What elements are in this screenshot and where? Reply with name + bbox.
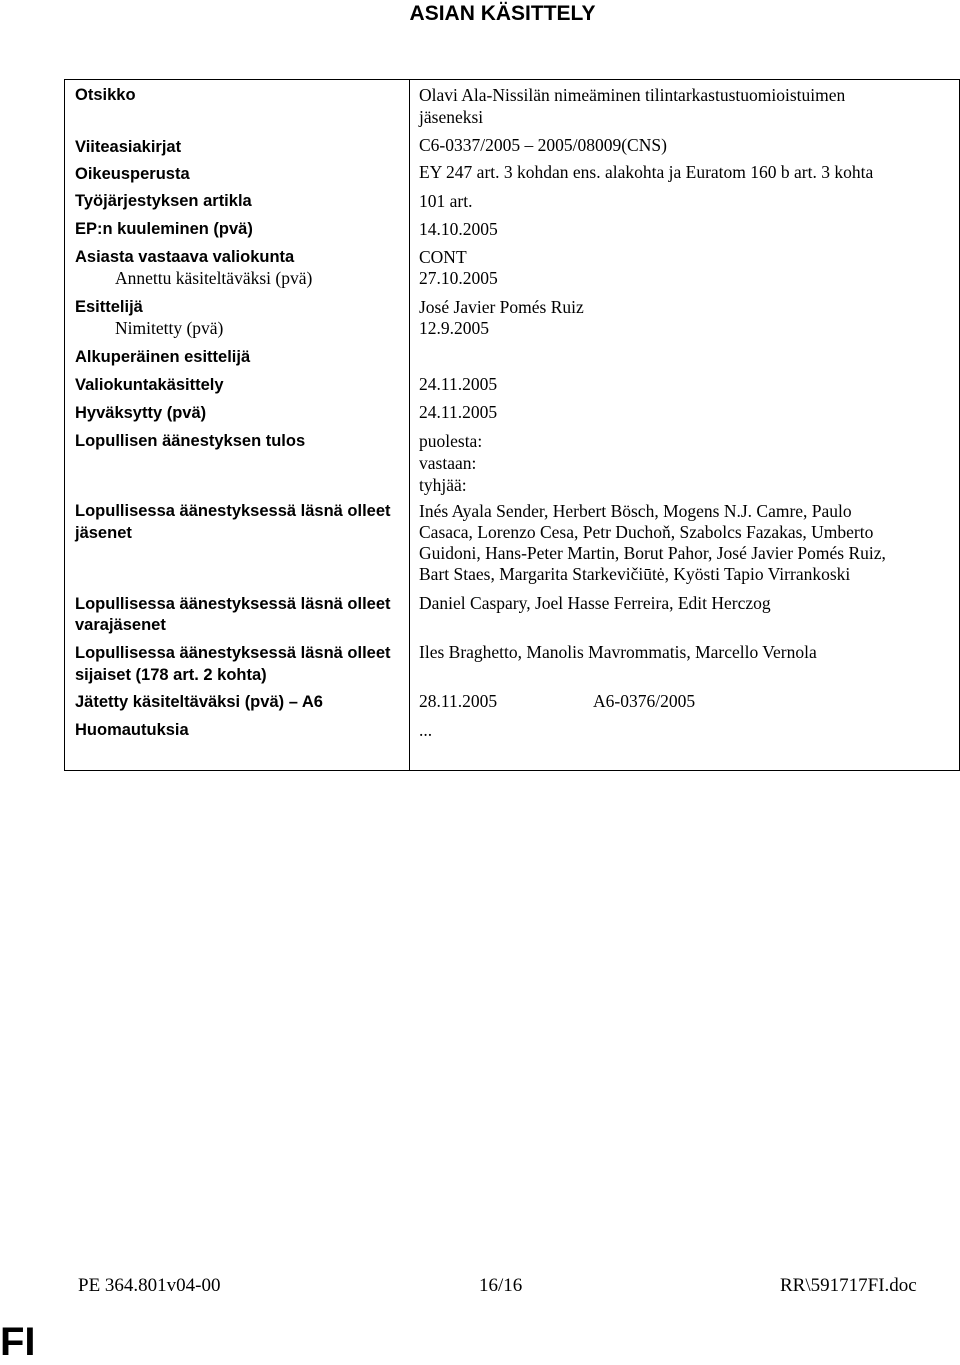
label-jasenet-line1: Lopullisessa äänestyksessä läsnä olleet bbox=[75, 502, 391, 520]
label-esittelija: Esittelijä bbox=[75, 298, 143, 316]
value-vastaan: vastaan: bbox=[419, 453, 477, 473]
value-puolesta: puolesta: bbox=[419, 431, 483, 451]
label-jasenet-line2: jäsenet bbox=[75, 524, 132, 542]
label-otsikko: Otsikko bbox=[75, 86, 136, 104]
value-jasenet-line1: Inés Ayala Sender, Herbert Bösch, Mogens N.J. Camre, Paulo bbox=[419, 501, 852, 521]
value-valiokunta: CONT bbox=[419, 247, 467, 267]
value-jasenet-line4: Bart Staes, Margarita Starkevičiūtė, Kyösti Tapio Virrankoski bbox=[419, 564, 851, 584]
label-valiokunta: Asiasta vastaava valiokunta bbox=[75, 248, 295, 266]
footer-page-number: 16/16 bbox=[479, 1275, 523, 1296]
value-valiokuntakasittely: 24.11.2005 bbox=[419, 374, 498, 394]
label-varajasenet-line1: Lopullisessa äänestyksessä läsnä olleet bbox=[75, 595, 391, 613]
label-hyvaksytty: Hyväksytty (pvä) bbox=[75, 404, 207, 422]
value-viiteasiakirjat: C6-0337/2005 – 2005/08009(CNS) bbox=[419, 135, 667, 155]
value-otsikko-line2: jäseneksi bbox=[419, 107, 484, 127]
label-oikeusperusta: Oikeusperusta bbox=[75, 165, 190, 183]
value-oikeusperusta: EY 247 art. 3 kohdan ens. alakohta ja Euratom 160 b art. 3 kohta bbox=[419, 162, 874, 182]
label-ep-kuuleminen: EP:n kuuleminen (pvä) bbox=[75, 220, 253, 238]
label-viiteasiakirjat: Viiteasiakirjat bbox=[75, 138, 182, 156]
label-valiokuntakasittely: Valiokuntakäsittely bbox=[75, 376, 224, 394]
value-nimitetty: 12.9.2005 bbox=[419, 318, 489, 338]
value-jasenet-line2: Casaca, Lorenzo Cesa, Petr Duchoň, Szabolcs Fazakas, Umberto bbox=[419, 522, 874, 542]
label-sijaiset-line2: sijaiset (178 art. 2 kohta) bbox=[75, 666, 267, 684]
value-hyvaksytty: 24.11.2005 bbox=[419, 402, 498, 422]
footer-doc-id: PE 364.801v04-00 bbox=[78, 1275, 221, 1296]
language-code: FI bbox=[0, 1320, 36, 1364]
label-tyojarjestys: Työjärjestyksen artikla bbox=[75, 192, 252, 210]
value-annettu: 27.10.2005 bbox=[419, 268, 498, 288]
footer-file-name: RR\591717FI.doc bbox=[780, 1275, 917, 1296]
value-tyojarjestys: 101 art. bbox=[419, 191, 473, 211]
label-huomautuksia: Huomautuksia bbox=[75, 721, 189, 739]
value-jasenet-line3: Guidoni, Hans-Peter Martin, Borut Pahor, José Javier Pomés Ruiz, bbox=[419, 543, 886, 563]
label-nimitetty: Nimitetty (pvä) bbox=[115, 318, 224, 338]
value-jatetty-date: 28.11.2005 bbox=[419, 691, 498, 711]
label-varajasenet-line2: varajäsenet bbox=[75, 616, 166, 634]
label-annettu: Annettu käsiteltäväksi (pvä) bbox=[115, 268, 313, 288]
value-varajasenet: Daniel Caspary, Joel Hasse Ferreira, Edit Herczog bbox=[419, 593, 771, 613]
label-sijaiset-line1: Lopullisessa äänestyksessä läsnä olleet bbox=[75, 644, 391, 662]
value-esittelija: José Javier Pomés Ruiz bbox=[419, 297, 584, 317]
label-jatetty: Jätetty käsiteltäväksi (pvä) – A6 bbox=[75, 693, 323, 711]
value-sijaiset: Iles Braghetto, Manolis Mavrommatis, Marcello Vernola bbox=[419, 642, 817, 662]
label-alkuperainen: Alkuperäinen esittelijä bbox=[75, 348, 251, 366]
value-tyhjaa: tyhjää: bbox=[419, 475, 467, 495]
value-jatetty-ref: A6-0376/2005 bbox=[593, 691, 696, 711]
page-title: ASIAN KÄSITTELY bbox=[409, 2, 596, 25]
value-otsikko-line1: Olavi Ala-Nissilän nimeäminen tilintarkastustuomioistuimen bbox=[419, 85, 846, 105]
value-ep-kuuleminen: 14.10.2005 bbox=[419, 219, 498, 239]
label-tulos: Lopullisen äänestyksen tulos bbox=[75, 432, 306, 450]
value-huomautuksia: ... bbox=[419, 720, 433, 740]
column-divider bbox=[409, 79, 410, 770]
